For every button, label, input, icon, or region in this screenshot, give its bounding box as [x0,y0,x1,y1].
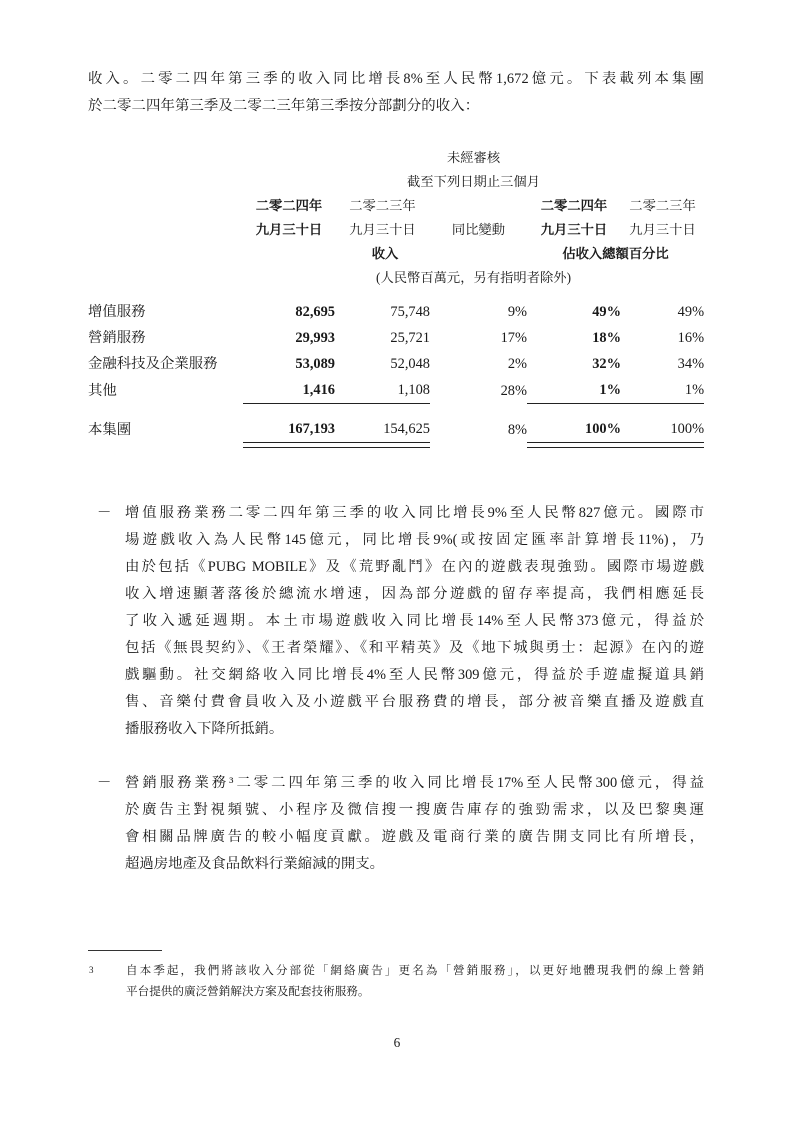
b1-line-2: 會相關品牌廣告的較小幅度貢獻。遊戲及電商行業的廣告開支同比有所增長， [125,829,704,845]
group-header-percent: 佔收入總額百分比 [562,246,669,261]
table-header-date-row [88,218,704,242]
cell-r3-c1: 1,416 [302,382,335,398]
b1-line-0: 營銷服務業務³二零二四年第三季的收入同比增長17%至人民幣300億元，得益 [125,775,704,791]
row-label-marketing-services: 營銷服務 [88,330,146,346]
table-row [88,325,704,351]
footnote-block [88,950,704,1002]
cell-r2-c1: 53,089 [295,356,335,372]
table-units-row [88,266,704,290]
table-header-unaudited-row [88,146,704,170]
col-header-date-5: 九月三十日 [629,222,696,237]
b0-line-5: 包括《無畏契約》、《王者榮耀》、《和平精英》及《地下城與勇士：起源》在內的遊 [125,640,704,656]
col-header-date-3: 同比變動 [451,222,506,237]
cell-r1-c3: 17% [500,330,527,346]
period-label: 截至下列日期止三個月 [407,174,541,189]
col-header-year-2: 二零二三年 [349,198,416,213]
cell-r0-c3: 9% [507,304,527,320]
revenue-table-container [88,146,704,448]
col-header-year-5: 二零二三年 [629,198,696,213]
b1-line-1: 於廣告主對視頻號、小程序及微信搜一搜廣告庫存的強勁需求，以及巴黎奧運 [125,802,704,818]
col-header-year-4: 二零二四年 [540,198,608,213]
unaudited-label: 未經審核 [446,150,501,165]
bullet-dash-icon: － [97,775,112,791]
b0-line-4: 了收入遞延週期。本土市場遊戲收入同比增長14%至人民幣373億元，得益於 [125,613,704,629]
cell-r2-c2: 52,048 [390,356,430,372]
intro-line-2: 於二零二四年第三季及二零二三年第三季按分部劃分的收入： [88,98,480,114]
cell-r0-c4: 49% [592,304,621,320]
table-spacer [88,290,704,299]
col-header-date-1: 九月三十日 [255,222,323,237]
page-number: 6 [393,1035,401,1050]
footnote-divider [88,950,162,951]
cell-total-c1: 167,193 [288,421,335,437]
b0-line-3: 收入增速顯著落後於總流水增速，因為部分遊戲的留存率提高，我們相應延長 [125,586,704,602]
b0-line-2: 由於包括《PUBG MOBILE》及《荒野亂鬥》在內的遊戲表現強勁。國際市場遊戲 [125,559,704,575]
cell-r0-c2: 75,748 [390,304,430,320]
col-header-year-3 [430,194,527,218]
bullet-dash-icon: － [97,505,112,521]
intro-line-1: 收入。二零二四年第三季的收入同比增長8%至人民幣1,672億元。下表載列本集團 [88,71,704,87]
table-total-row [88,416,704,443]
row-label-others: 其他 [88,382,117,399]
bullet-list [88,500,704,905]
cell-r0-c5: 49% [677,304,705,320]
cell-r3-c4: 1% [599,382,621,398]
footnote-text [88,960,704,1002]
cell-r1-c4: 18% [592,330,621,346]
table-gap [88,405,704,416]
cell-r2-c3: 2% [507,356,527,372]
cell-total-c5: 100% [670,421,705,437]
b0-line-8: 播服務收入下降所抵銷。 [125,721,284,737]
cell-r3-c2: 1,108 [397,382,430,398]
table-row [88,351,704,377]
footnote-marker: 3 [89,965,94,975]
table-header-group-row [88,242,704,266]
row-label-value-added-services: 增值服務 [88,304,146,320]
cell-r3-c5: 1% [684,382,705,398]
bullet-item-vas [88,500,704,743]
table-header-period-row [88,170,704,194]
table-header-year-row [88,194,704,218]
b0-line-1: 場遊戲收入為人民幣145億元，同比增長9%(或按固定匯率計算增長11%)，乃 [125,532,704,548]
footnote-line-0: 自本季起，我們將該收入分部從「網絡廣告」更名為「營銷服務」，以更好地體現我們的線上營銷 [126,964,704,977]
row-label-total-group: 本集團 [88,421,132,438]
b1-line-3: 超過房地產及食品飲料行業縮減的開支。 [125,856,385,872]
row-label-fintech-business-services: 金融科技及企業服務 [88,356,218,372]
b0-line-0: 增值服務業務二零二四年第三季的收入同比增長9%至人民幣827億元。國際市 [125,505,704,521]
revenue-by-segment-table [88,146,704,448]
footnote-line-1: 平台提供的廣泛營銷解決方案及配套技術服務。 [126,985,370,998]
col-header-date-2: 九月三十日 [349,222,416,237]
units-note: (人民幣百萬元，另有指明者除外) [376,270,572,285]
cell-r1-c2: 25,721 [390,330,430,346]
cell-r1-c1: 29,993 [295,330,335,346]
col-header-year-1: 二零二四年 [255,198,323,213]
cell-r3-c3: 28% [500,382,527,399]
cell-r0-c1: 82,695 [295,304,335,320]
cell-total-c2: 154,625 [383,421,430,437]
col-header-date-4: 九月三十日 [540,222,608,237]
cell-total-c3: 8% [507,421,527,438]
cell-r1-c5: 16% [677,330,705,346]
b0-line-6: 戲驅動。社交網絡收入同比增長4%至人民幣309億元，得益於手遊虛擬道具銷 [125,667,704,683]
bullet-item-marketing [88,770,704,878]
total-double-rule [88,443,704,448]
intro-paragraph [88,66,704,120]
table-row [88,299,704,325]
cell-r2-c4: 32% [592,356,621,372]
cell-total-c4: 100% [585,421,621,437]
b0-line-7: 售、音樂付費會員收入及小遊戲平台服務費的增長，部分被音樂直播及遊戲直 [125,694,704,710]
group-header-revenue: 收入 [371,246,399,261]
table-row [88,377,704,404]
cell-r2-c5: 34% [677,356,705,372]
